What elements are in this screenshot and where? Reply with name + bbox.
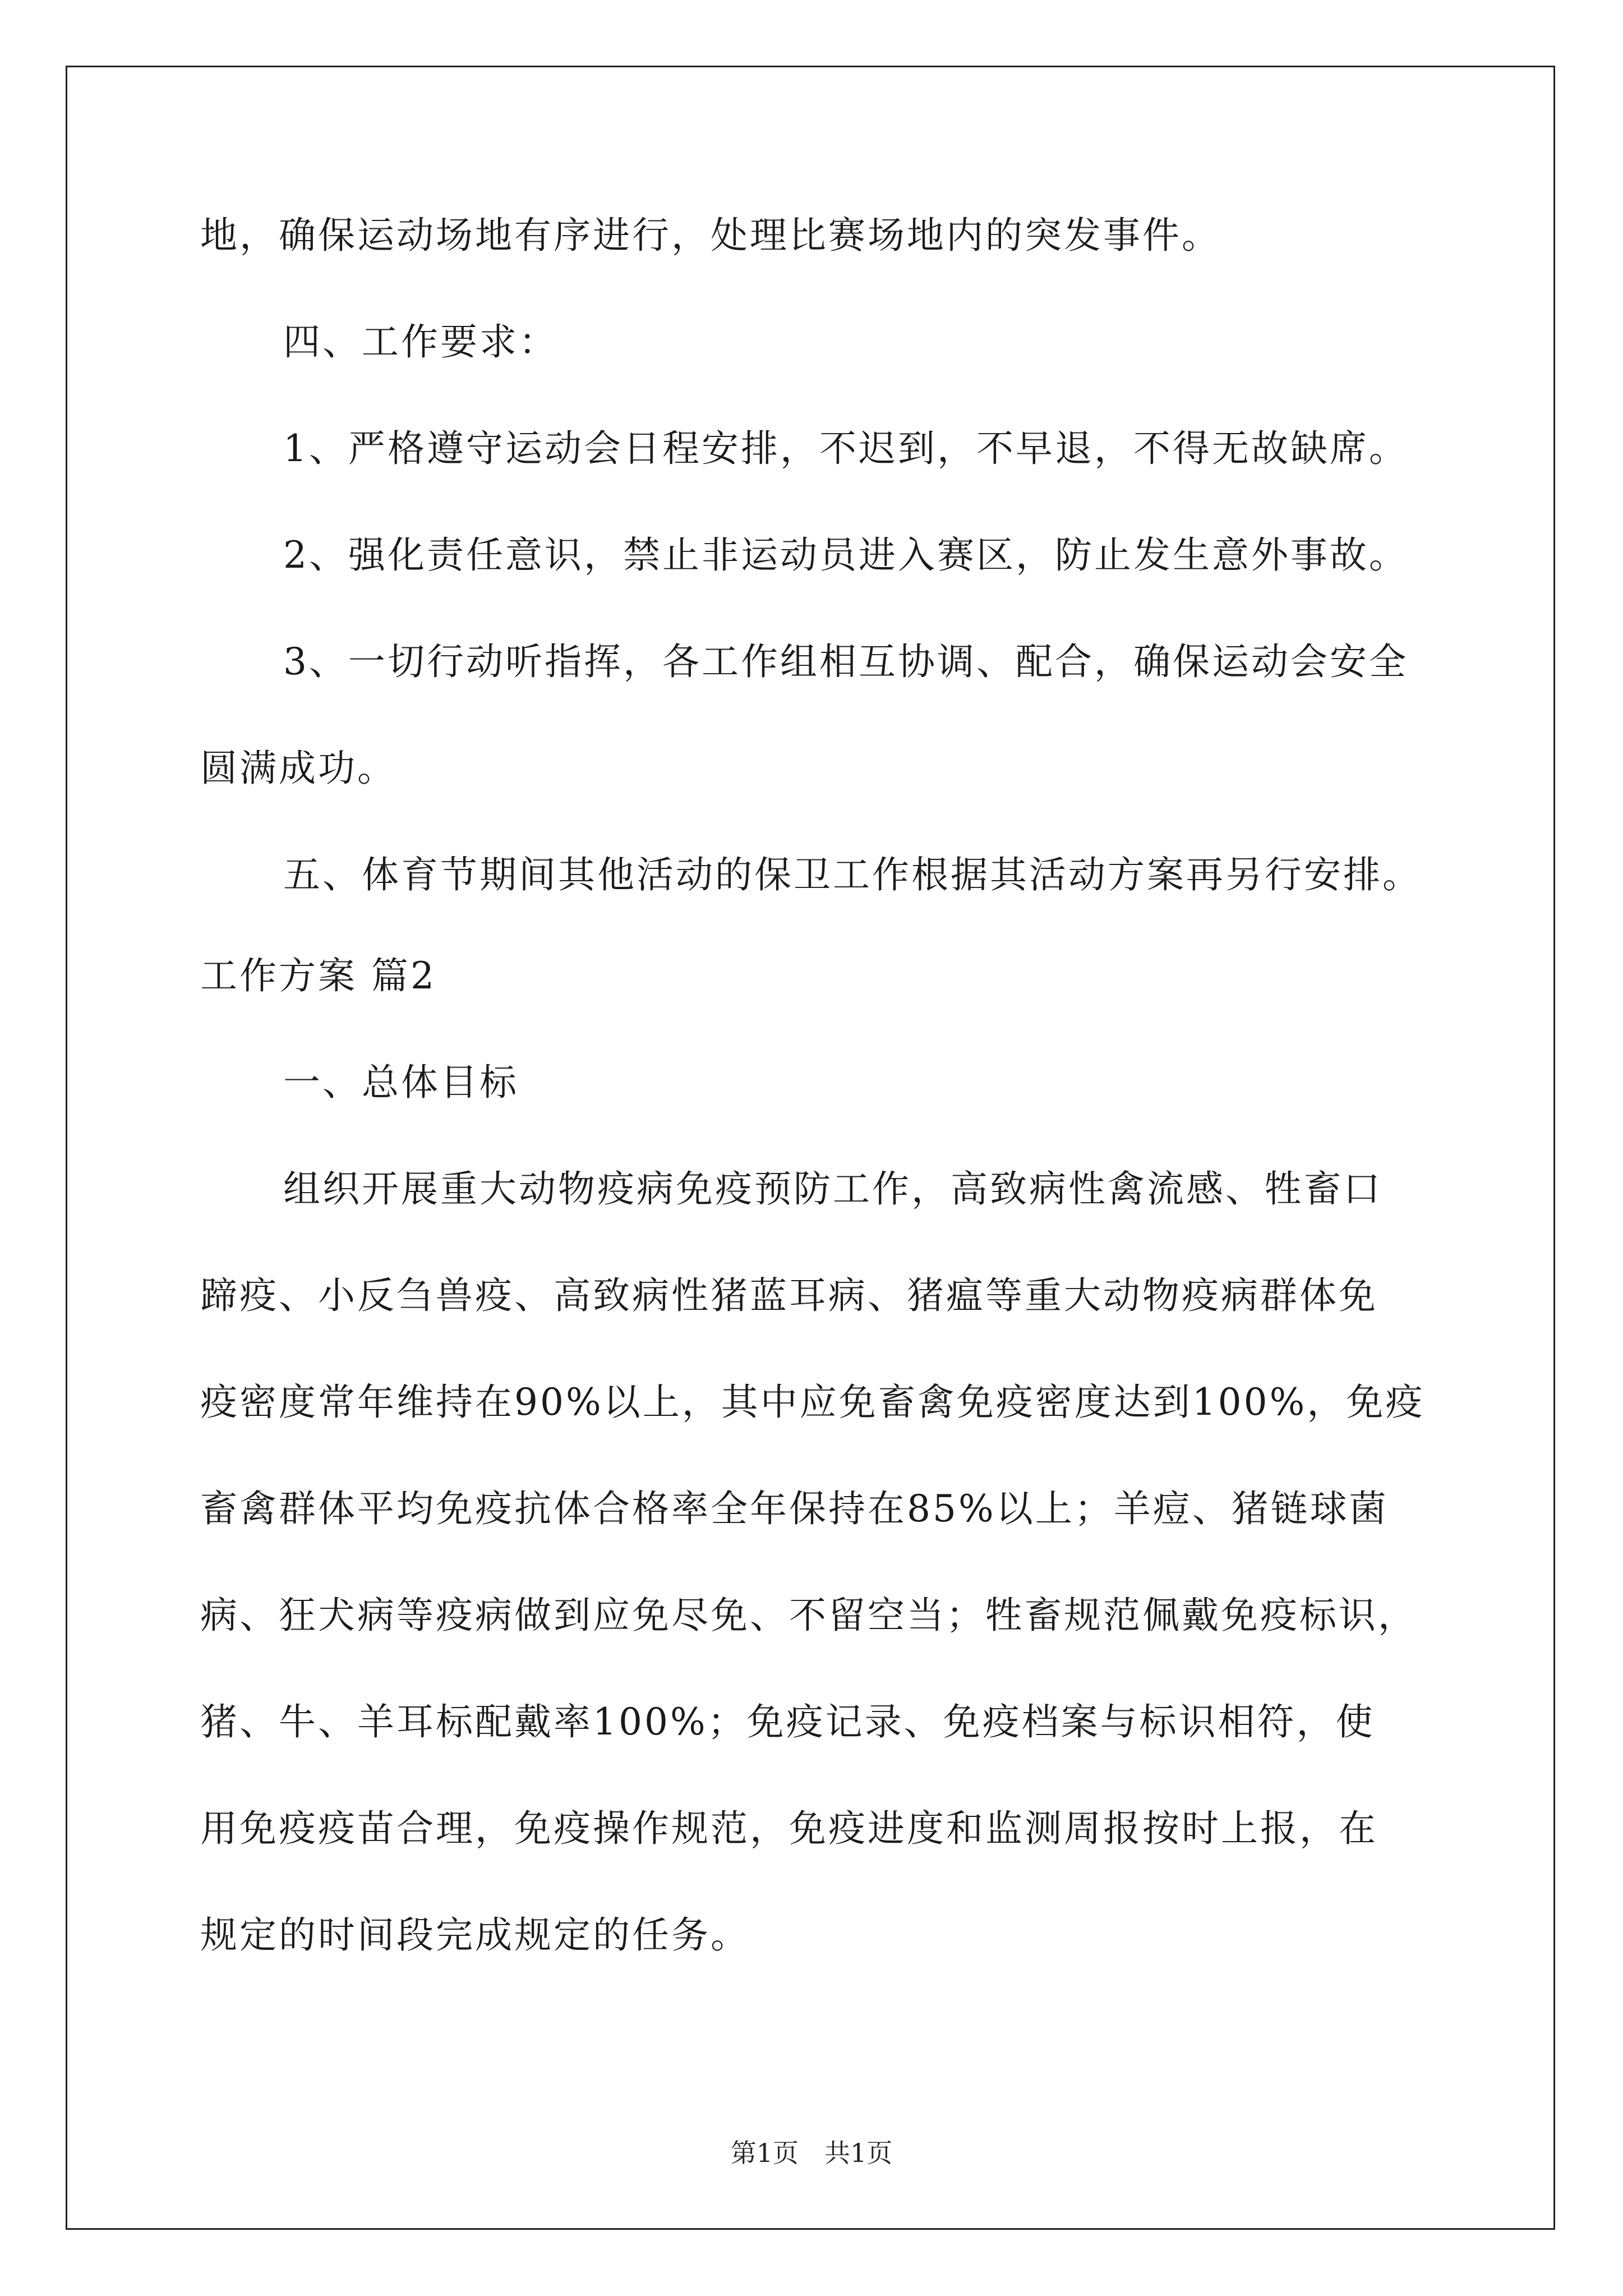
text-line: 圆满成功。	[200, 747, 396, 790]
paragraph-line: 畜禽群体平均免疫抗体合格率全年保持在85%以上；羊痘、猪链球菌	[200, 1487, 1389, 1530]
page-border	[66, 66, 1555, 2230]
section-heading-requirements: 四、工作要求：	[283, 320, 558, 364]
paragraph-line: 猪、牛、羊耳标配戴率100%；免疫记录、免疫档案与标识相符，使	[200, 1700, 1375, 1743]
page-footer: 第1页 共1页	[730, 2138, 893, 2168]
list-item: 1、严格遵守运动会日程安排，不迟到，不早退，不得无故缺席。	[283, 427, 1408, 470]
paragraph-line: 组织开展重大动物疫病免疫预防工作，高致病性禽流感、牲畜口	[283, 1167, 1382, 1211]
paragraph-line: 疫密度常年维持在90%以上，其中应免畜禽免疫密度达到100%，免疫	[200, 1381, 1425, 1424]
paragraph-line: 用免疫疫苗合理，免疫操作规范，免疫进度和监测周报按时上报，在	[200, 1807, 1378, 1850]
document-title: 工作方案 篇2	[200, 954, 436, 997]
paragraph-line: 规定的时间段完成规定的任务。	[200, 1913, 750, 1957]
list-item: 2、强化责任意识，禁止非运动员进入赛区，防止发生意外事故。	[283, 533, 1408, 577]
section-heading-other: 五、体育节期间其他活动的保卫工作根据其活动方案再另行安排。	[283, 853, 1422, 896]
paragraph-line: 病、狂犬病等疫病做到应免尽免、不留空当；牲畜规范佩戴免疫标识，	[200, 1594, 1417, 1637]
paragraph-line: 蹄疫、小反刍兽疫、高致病性猪蓝耳病、猪瘟等重大动物疫病群体免	[200, 1274, 1378, 1317]
text-line: 地，确保运动场地有序进行，处理比赛场地内的突发事件。	[200, 214, 1221, 257]
list-item: 3、一切行动听指挥，各工作组相互协调、配合，确保运动会安全	[283, 640, 1408, 683]
section-heading-goal: 一、总体目标	[283, 1061, 519, 1104]
